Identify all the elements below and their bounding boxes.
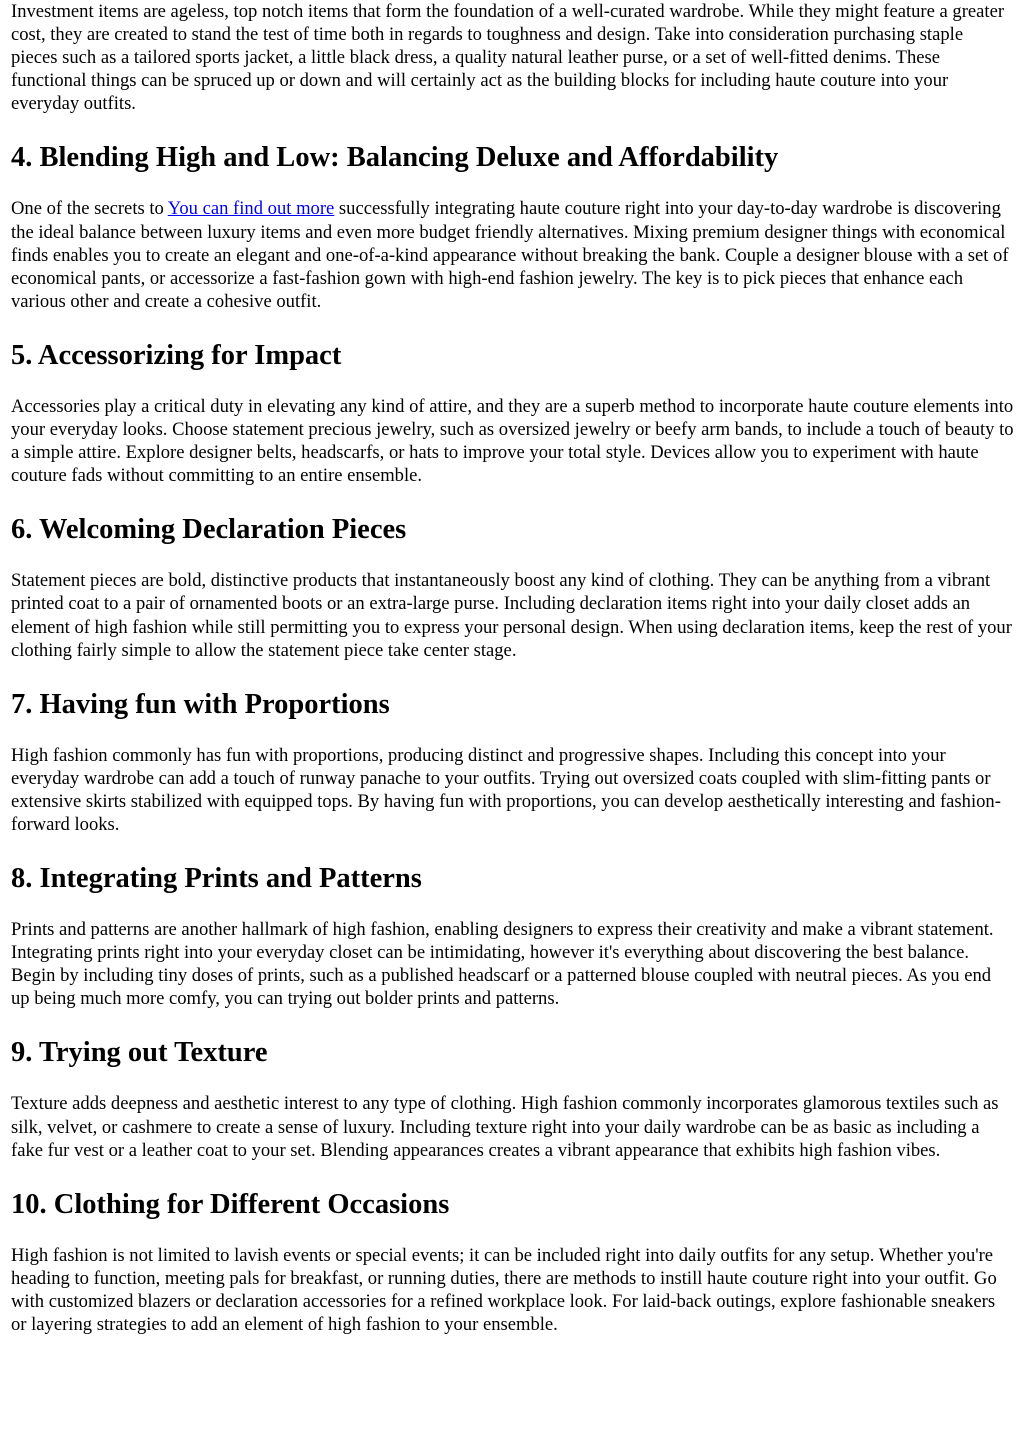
section-heading-10: 10. Clothing for Different Occasions [11,1188,450,1220]
section-paragraph-8: Prints and patterns are another hallmark of high fashion, enabling designers to express their creativity and make a vibrant statement. Integrating prints right into your everyday closet can be intimidating, however it's everything about discovering the best balance. Begin by including tiny doses of prints, such as a published headscarf or a patterned blouse coupled with neutral pieces. As you end up being much more comfy, you can trying out bolder prints and patterns. [11,919,994,1010]
section-heading-6: 6. Welcoming Declaration Pieces [11,514,407,546]
section-paragraph-5: Accessories play a critical duty in elevating any kind of attire, and they are a superb method to incorporate haute couture elements into your everyday looks. Choose statement precious jewelry, such as oversized jewelry or beefy arm bands, to include a touch of beauty to a simple attire. Explore designer belts, headscarfs, or hats to improve your total style. Devices allow you to experiment with haute couture fads without committing to an entire ensemble. [11,395,1014,487]
section-paragraph-6: Statement pieces are bold, distinctive products that instantaneously boost any kind of clothing. They can be anything from a vibrant printed coat to a pair of ornamented boots or an extra-large purse. Including declaration items right into your daily closet adds an element of high fashion while still permitting you to express your personal design. When using declaration items, keep the rest of your clothing fairly simple to allow the statement piece take center stage. [11,570,1012,661]
section-paragraph-10: High fashion is not limited to lavish events or special events; it can be included right into daily outfits for any setup. Whether you're heading to function, meeting pals for breakfast, or running duties, there are methods to instill haute couture right into your outfit. Go with customized blazers or declaration accessories for a refined workplace look. For laid-back outings, explore fashionable sneakers or layering strategies to add an element of high fashion to your ensemble. [11,1244,997,1335]
intro-paragraph: Investment items are ageless, top notch items that form the foundation of a well-curated wardrobe. While they might feature a greater cost, they are created to stand the test of time both in regards to toughness and design. Take into consideration purchasing staple pieces such as a tailored sports jacket, a little black dress, a quality natural leather purse, or a set of well-fitted denims. These functional things can be spruced up or down and will certainly act as the building blocks for including haute couture into your everyday outfits. [11,1,1005,115]
section-paragraph-7: High fashion commonly has fun with proportions, producing distinct and progressive shapes. Including this concept into your everyday wardrobe can add a touch of runway panache to your outfits. Trying out oversized coats coupled with slim-fitting pants or extensive skirts stabilized with equipped tops. By having fun with proportions, you can develop aesthetically interesting and fashion-forward looks. [11,744,1001,835]
section-heading-9: 9. Trying out Texture [11,1037,268,1069]
paragraph-text-before-link: One of the secrets to [11,198,168,220]
section-heading-8: 8. Integrating Prints and Patterns [11,863,422,895]
section-paragraph-9: Texture adds deepness and aesthetic interest to any type of clothing. High fashion commonly incorporates glamorous textiles such as silk, velvet, or cashmere to create a sense of luxury. Including texture right into your daily wardrobe can be as basic as including a fake fur vest or a leather coat to your set. Blending appearances creates a vibrant appearance that exhibits high fashion vibes. [11,1093,999,1161]
section-paragraph-4 [11,197,1014,312]
find-out-more-link[interactable]: You can find out more [167,198,335,220]
section-heading-5: 5. Accessorizing for Impact [11,339,342,371]
paragraph-text-after-link: successfully integrating haute couture right into your day-to-day wardrobe is discovering the ideal balance between luxury items and even more budget friendly alternatives. Mixing premium designer things with economical finds enables you to create an elegant and one-of-a-kind appearance without breaking the bank. Couple a designer blouse with a set of economical pants, or accessorize a fast-fashion gown with high-end fashion jewelry. The key is to pick pieces that enhance each various other and create a cohesive outfit. [11,198,1009,312]
section-heading-7: 7. Having fun with Proportions [11,688,390,720]
section-heading-4: 4. Blending High and Low: Balancing Deluxe and Affordability [11,142,779,174]
